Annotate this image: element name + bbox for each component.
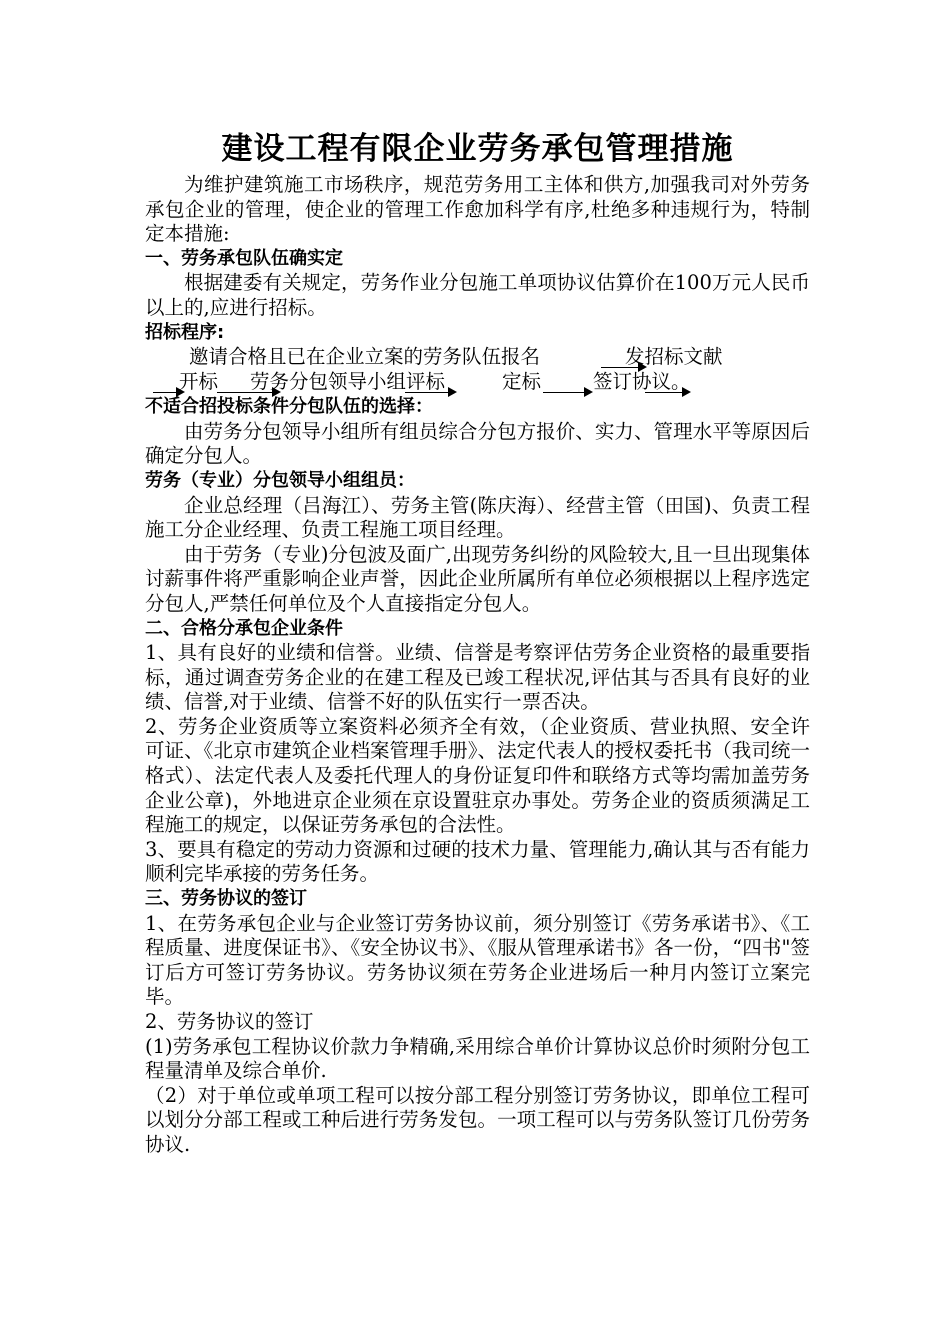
flow-step-open-bids: 开标 <box>179 370 219 394</box>
procedure-heading: 招标程序: <box>145 321 225 343</box>
flow-arrow <box>217 392 279 393</box>
flow-step-issue-docs: 发招标文献 <box>625 345 723 369</box>
section-2-item-2: 2、劳务企业资质等立案资料必须齐全有效，（企业资质、营业执照、安全许可证、《北京市建筑企业档案管理手册》、法定代表人的授权委托书（我司统一格式）、法定代表人及委托代理人的身份证复印件和联络方式等均需加盖劳务企业公章)，外地进京企业须在京设置驻京办事处。劳务企业的资质须满足工程施工的规定，以保证劳务承包的合法性。 <box>145 714 810 837</box>
section-3-item-2: 2、劳务协议的签订 <box>145 1010 314 1033</box>
group-members-paragraph: 企业总经理（吕海江）、劳务主管(陈庆海）、经营主管（田国)、负责工程施工分企业经理、负责工程施工项目经理。 <box>145 493 810 542</box>
flow-step-register: 邀请合格且已在企业立案的劳务队伍报名 <box>189 345 541 369</box>
document-title: 建设工程有限企业劳务承包管理措施 <box>221 131 734 167</box>
flow-arrow <box>543 392 591 393</box>
section-2-heading: 二、合格分承包企业条件 <box>145 617 343 639</box>
bidding-flowchart <box>145 345 810 395</box>
section-1-paragraph: 根据建委有关规定，劳务作业分包施工单项协议估算价在100万元人民币以上的,应进行招标。 <box>145 271 810 319</box>
document-page <box>145 126 810 1158</box>
flow-arrow <box>645 392 689 393</box>
section-3-item-1: 1、在劳务承包企业与企业签订劳务协议前，须分别签订《劳务承诺书》、《工程质量、进度保证书》、《安全协议书》、《服从管理承诺书》各一份，“四书"签订后方可签订劳务协议。劳务协议须在劳务企业进场后一种月内签订立案完毕。 <box>145 911 810 1009</box>
unsuitable-heading: 不适合招投标条件分包队伍的选择： <box>145 396 433 418</box>
section-3-sub-2: （2）对于单位或单项工程可以按分部工程分别签订劳务协议，即单位工程可以划分分部工程或工种后进行劳务发包。一项工程可以与劳务队签订几份劳务协议. <box>145 1083 810 1156</box>
section-2-item-3: 3、要具有稳定的劳动力资源和过硬的技术力量、管理能力,确认其与否有能力顺利完毕承接的劳务任务。 <box>145 837 810 886</box>
flow-arrow <box>405 392 455 393</box>
group-risk-paragraph: 由于劳务（专业)分包波及面广,出现劳务纠纷的风险较大,且一旦出现集体讨薪事件将严重影响企业声誉，因此企业所属所有单位必须根据以上程序选定分包人,严禁任何单位及个人直接指定分包人。 <box>145 542 810 615</box>
flow-arrow <box>153 392 183 393</box>
unsuitable-paragraph: 由劳务分包领导小组所有组员综合分包方报价、实力、管理水平等原因后确定分包人。 <box>145 419 810 468</box>
group-heading: 劳务（专业）分包领导小组组员： <box>145 469 415 491</box>
flow-step-award: 定标 <box>502 370 542 394</box>
section-1-heading: 一、劳务承包队伍确实定 <box>145 247 343 269</box>
flow-step-sign: 签订协议。 <box>593 370 691 394</box>
intro-paragraph: 为维护建筑施工市场秩序，规范劳务用工主体和供方,加强我司对外劳务承包企业的管理，使企业的管理工作愈加科学有序,杜绝多种违规行为，特制定本措施: <box>145 173 810 246</box>
section-3-sub-1: (1)劳务承包工程协议价款力争精确,采用综合单价计算协议总价时须附分包工程量清单及综合单价. <box>145 1034 810 1083</box>
flow-step-evaluate: 劳务分包领导小组评标 <box>250 370 446 394</box>
flow-arrow <box>601 367 645 368</box>
section-2-item-1: 1、具有良好的业绩和信誉。业绩、信誉是考察评估劳务企业资格的最重要指标，通过调查劳务企业的在建工程及已竣工程状况,评估其与否具有良好的业绩、信誉,对于业绩、信誉不好的队伍实行一票否决。 <box>145 641 810 714</box>
section-3-heading: 三、劳务协议的签订 <box>145 888 307 910</box>
